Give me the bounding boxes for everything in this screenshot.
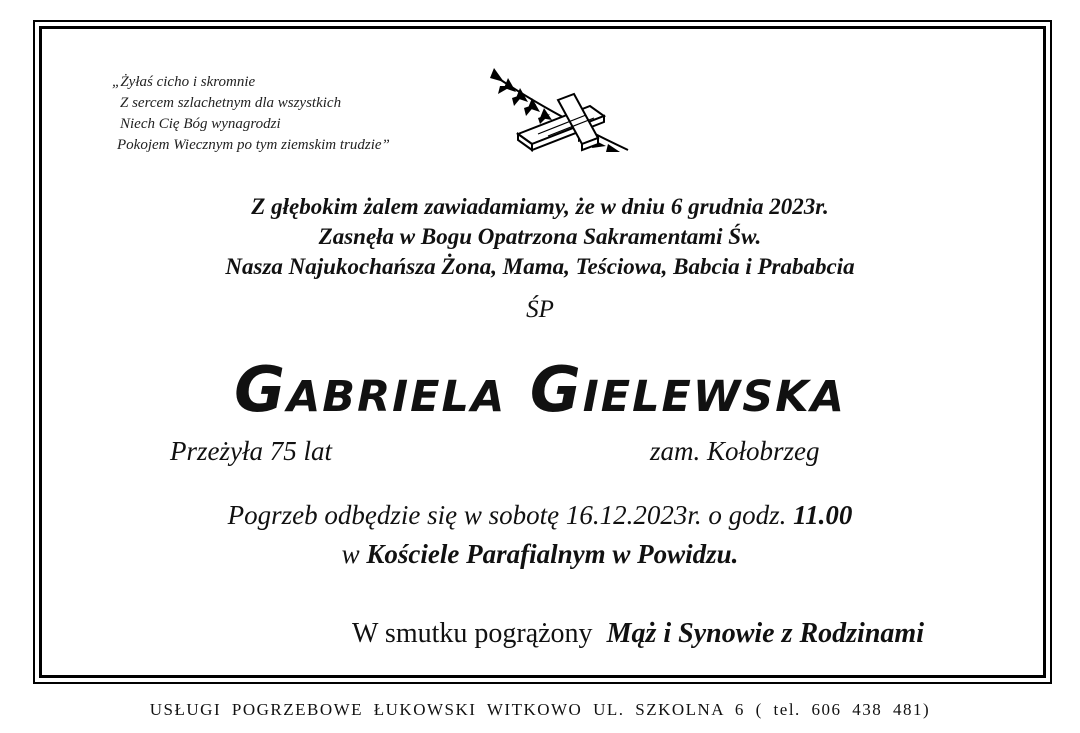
- sp-label: ŚP: [526, 296, 554, 323]
- funeral-text: Pogrzeb odbędzie się w sobotę 16.12.2023r. o godz.: [227, 500, 787, 530]
- announcement-line: Zasnęła w Bogu Opatrzona Sakramentami Św.: [318, 224, 762, 249]
- poem-line: Pokojem Wiecznym po tym ziemskim trudzie”: [117, 137, 390, 153]
- funeral-time: 11.00: [793, 500, 853, 530]
- age-text: Przeżyła 75 lat: [170, 436, 332, 466]
- cross-with-palm-branch-icon: [478, 62, 634, 158]
- deceased-name: Gabriela Gielewska: [234, 353, 846, 426]
- announcement-line: Nasza Najukochańsza Żona, Mama, Teściowa, Babcia i Prababcia: [225, 254, 855, 279]
- footer-company-info: USŁUGI POGRZEBOWE ŁUKOWSKI WITKOWO UL. SZKOLNA 6 ( tel. 606 438 481): [149, 700, 931, 719]
- mourners: [352, 618, 924, 650]
- funeral-line-2: [0, 539, 1080, 570]
- funeral-place: Kościele Parafialnym w Powidzu.: [366, 539, 739, 569]
- poem-line: „Żyłaś cicho i skromnie: [112, 74, 256, 90]
- mourners-intro: W smutku pogrążony: [352, 618, 593, 649]
- poem-line: Niech Cię Bóg wynagrodzi: [120, 116, 281, 132]
- funeral-line-1: [0, 500, 1080, 531]
- residence-text: zam. Kołobrzeg: [650, 436, 820, 466]
- announcement-line: Z głębokim żalem zawiadamiamy, że w dniu 6 grudnia 2023r.: [251, 194, 829, 219]
- poem: [112, 72, 390, 156]
- funeral-prefix: w: [341, 539, 360, 569]
- poem-line: Z sercem szlachetnym dla wszystkich: [120, 95, 342, 111]
- mourners-family: Mąż i Synowie z Rodzinami: [606, 618, 924, 649]
